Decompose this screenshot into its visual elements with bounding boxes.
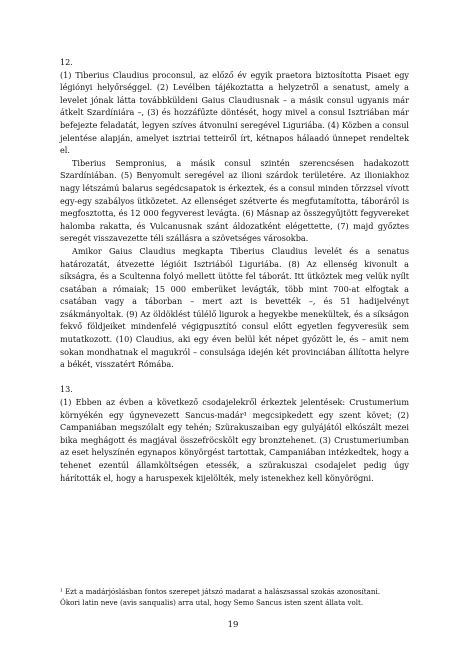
paragraph: Amikor Gaius Claudius megkapta Tiberius Claudius levelét és a senatus határozatát, átvezette légióit Isztriából Liguriába. (8) Az ellenség kivonult a síkságra, és a Scultenna folyó mellett ütötte fel táborát. Itt ütköztek meg velük nyílt csatában a rómaiak; 15 000 emberüket levágták, több mint 700-at elfogtak a csatában vagy a táborban – mert azt is bevették –, és 51 hadijelvényt zsákmányoltak. (9) Az öldöklést túlélő ligurok a hegyekbe menekültek, és a síkságon fekvő földjeiket mindenfelé végigpusztító consul előtt egyetlen fegyveresük sem mutatkozott. (10) Claudius, aki egy éven belül két népet győzött le, és – amit nem sokan mondhatnak el magukról – consulsága idején két provinciában állította helyre a békét, visszatért Rómába. (60, 245, 409, 370)
footnote (60, 586, 409, 608)
section-number: 12. (60, 57, 73, 67)
section-number: 13. (60, 384, 73, 395)
footnote-line: Ókori latin neve (avis sanqualis) arra utal, hogy Semo Sancus isten szent állata volt. (60, 598, 364, 607)
paragraph: Tiberius Sempronius, a másik consul szintén szerencsésen hadakozott Szardíniában. (5) Benyomult seregével az ilioni szárdok területére. Az ilioniakhoz nagy létszámú balarus segédcsapatok is érkeztek, és a consul minden tőrzzsel vívott egy-egy szabályos ütközetet. Az ellenséget szétverte és megfutamította, táboráról is megfosztotta, és 12 000 fegyverest levágta. (6) Másnap az összegyűjtött fegyvereket halomba rakatta, és Vulcanusnak szánt áldozatként elégettette, (7) majd győztes seregét visszavezette téli szállásra a szövetséges városokba. (60, 157, 409, 244)
page-number: 19 (227, 620, 239, 630)
paragraph: (1) Ebben az évben a következő csodajelekről érkeztek jelentések: Crustumerium környékén egy úgynevezett Sancus-madár¹ megcsipkedett egy szent követ; (2) Campaniában megszólalt egy tehén; Szürakuszaiban egy gulyájától elkószált mezei bika meghágott és magjával összefröcskölt egy bronztehenet. (3) Crustumeriumban az eset helyszínén egynapos könyörgést tartottak, Campaniában intézkedtek, hogy a tehenet ezentúl államköltségen etessék, a szürakuszai csodajelet pedig úgy hárították el, hogy a haruspexek kijelölték, mely istenekhez kell könyörögni. (60, 397, 409, 483)
paragraph: (1) Tiberius Claudius proconsul, az előző év egyik praetora biztosította Pisaet egy légiónyi helyőrséggel. (2) Levélben tájékoztatta a helyzetről a senatust, amely a levelet jónak látta továbbküldeni Gaius Claudiusnak – a másik consul ugyanis már átkelt Szardíniára –, (3) és hozzáfűzte döntését, hogy mivel a consul Isztriában már befejezte feladatát, legyen szíves átvonulni seregével Liguriába. (4) Közben a consul jelentése alapján, amelyet isztriai tetteiről írt, kétnapos hálaadó ünnepet rendeltek el. (60, 69, 409, 156)
page-body (60, 56, 409, 484)
section-gap (60, 371, 409, 384)
footnote-line: ¹ Ezt a madárjóslásban fontos szerepet játszó madarat a halászsassal szokás azonosítani. (60, 587, 380, 596)
